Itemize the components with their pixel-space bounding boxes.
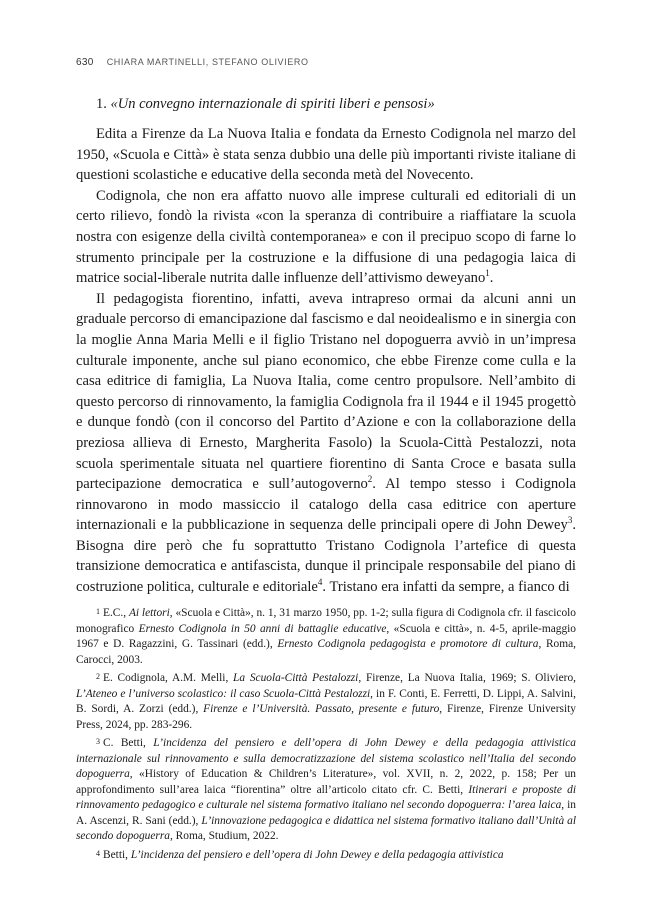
footnote-3-text: C. Betti, bbox=[103, 737, 154, 749]
footnote-3-text: , in A. Ascenzi, R. Sani (edd.), bbox=[76, 799, 576, 827]
body-text bbox=[76, 124, 576, 598]
footnote-1-text: , Roma, Carocci, 2003. bbox=[76, 638, 576, 666]
footnote-2 bbox=[76, 669, 576, 733]
paragraph-3 bbox=[76, 289, 576, 598]
footnote-1-number: 1 bbox=[96, 607, 100, 616]
paragraph-3-text-a: Il pedagogista fiorentino, infatti, aveva intrapreso ormai da alcuni anni un graduale percorso di emancipazione dal fascismo e dal neoidealismo e in sinergia con la moglie Anna Maria Melli e il figlio Tristano nel dopoguerra avviò in un’impresa culturale imponente, anche sul piano economico, che ebbe Firenze come culla e la casa editrice di famiglia, La Nuova Italia, come centro propulsore. Nell’ambito di questo percorso di rinnovamento, la famiglia Codignola fra il 1944 e il 1945 progettò e dunque fondò (con il concorso del Partito d’Azione e con la collaborazione della preziosa allieva di Ernesto, Margherita Fasolo) la Scuola-Città Pestalozzi, nota scuola sperimentale situata nel quartiere fiorentino di Santa Croce e basata sulla partecipazione democratica e sull’autogoverno bbox=[76, 290, 576, 493]
footnote-1-title: Ernesto Codignola in 50 anni di battaglie educative bbox=[138, 622, 387, 635]
footnote-3-title: Itinerari e proposte di rinnovamento pedagogico e culturale nel sistema formativo italiano nel secondo dopoguerra: l’area laica bbox=[76, 783, 576, 811]
footnote-3-text: , «History of Education & Children’s Literature», vol. XVII, n. 2, 2022, p. 158; Per un approfondimento sull’area laica “fiorentina” oltre all’articolo citato cfr. C. Betti, bbox=[76, 768, 576, 796]
footnote-2-title: La Scuola-Città Pestalozzi bbox=[233, 672, 359, 684]
footnote-1-text: , «Scuola e città», n. 4-5, aprile-maggio 1967 e D. Ragazzini, G. Tassinari (edd.), bbox=[76, 622, 577, 650]
footnote-2-title: Firenze e l’Università. Passato, presente e futuro bbox=[203, 703, 440, 715]
paragraph-3-text-d: . Tristano era infatti da sempre, a fianco di bbox=[322, 579, 570, 596]
footnote-1-title: Ernesto Codignola pedagogista e promotore di cultura bbox=[277, 638, 539, 650]
footnote-2-text: E. Codignola, A.M. Melli, bbox=[103, 672, 234, 684]
footnote-3-text: , Roma, Studium, 2022. bbox=[169, 830, 279, 842]
footnote-3-title: L’incidenza del pensiero e dell’opera di John Dewey e della pedagogia attivistica internazionale sul rinnovamento e sulla democratizzazione del sistema scolastico nell’Italia del secondo dopoguerra bbox=[76, 737, 576, 780]
section-number: 1. bbox=[96, 96, 107, 112]
footnote-2-text: , Firenze, Firenze University Press, 2024, pp. 283-296. bbox=[76, 703, 576, 731]
footnote-3 bbox=[76, 734, 576, 845]
paragraph-1: Edita a Firenze da La Nuova Italia e fondata da Ernesto Codignola nel marzo del 1950, «Scuola e Città» è stata senza dubbio una delle più importanti riviste italiane di questioni scolastiche e educative della seconda metà del Novecento. bbox=[76, 126, 576, 184]
paragraph-2-text: Codignola, che non era affatto nuovo alle imprese culturali ed editoriali di un certo rilievo, fondò la rivista «con la speranza di contribuire a riaffiatare la scuola nostra con esigenze della civiltà contemporanea» e con il precipuo scopo di farne lo strumento principale per la costruzione e la diffusione di una pedagogia laica di matrice social-liberale nutrita dalle influenze dell’attivismo deweyano bbox=[76, 187, 576, 287]
footnote-1 bbox=[76, 604, 576, 668]
footnote-ref-1[interactable]: 1 bbox=[485, 268, 490, 279]
footnote-3-title: L’innovazione pedagogica e didattica nel sistema formativo italiano dall’Unità al secondo dopoguerra bbox=[76, 814, 576, 842]
footnote-2-text: , in F. Conti, E. Ferretti, D. Lippi, A. Salvini, B. Sordi, A. Zorzi (edd.), bbox=[76, 687, 576, 715]
footnote-1-text: , «Scuola e Città», n. 1, 31 marzo 1950, pp. 1-2; sulla figura di Codignola cfr. il fascicolo monografico bbox=[76, 607, 576, 635]
paragraph-3-text-c: . Bisogna dire però che fu soprattutto Tristano Codignola l’artefice di questa transizione democratica e antifascista, dunque il principale responsabile del piano di costruzione politica, culturale e editoriale bbox=[76, 517, 576, 596]
footnote-ref-3[interactable]: 3 bbox=[567, 515, 573, 526]
running-head-authors: CHIARA MARTINELLI, STEFANO OLIVIERO bbox=[106, 57, 309, 67]
footnote-4-number: 4 bbox=[96, 848, 100, 858]
paragraph-2: Codignola, che non era affatto nuovo alle imprese culturali ed editoriali di un certo rilievo, fondò la rivista «con la speranza di contribuire a riaffiatare la scuola nostra con esigenze della civiltà contemporanea» e con il precipuo scopo di farne lo strumento principale per la costruzione e la diffusione di una pedagogia laica di matrice social-liberale nutrita dalle influenze dell’attivismo deweyano$^1$. bbox=[76, 187, 576, 287]
footnote-4-text: Betti, bbox=[103, 848, 131, 861]
footnote-4 bbox=[76, 846, 576, 864]
footnote-1-text: E.C., bbox=[103, 607, 129, 619]
footnote-1-title: Ai lettori bbox=[128, 607, 170, 619]
page-number: 630 bbox=[76, 57, 94, 68]
footnote-2-text: , Firenze, La Nuova Italia, 1969; S. Oliviero, bbox=[358, 672, 576, 684]
footnote-ref-4[interactable]: 4 bbox=[317, 577, 323, 588]
section-heading bbox=[96, 95, 576, 113]
footnote-2-title: L’Ateneo e l’universo scolastico: il caso Scuola-Città Pestalozzi bbox=[76, 687, 371, 700]
footnote-ref-2[interactable]: 2 bbox=[367, 474, 373, 485]
running-head bbox=[76, 57, 576, 68]
footnote-2-number: 2 bbox=[96, 672, 100, 681]
footnote-3-number: 3 bbox=[96, 737, 100, 746]
footnote-4-title: L’incidenza del pensiero e dell’opera di John Dewey e della pedagogia attivistica bbox=[130, 848, 504, 861]
footnotes bbox=[76, 604, 576, 863]
section-title: «Un convegno internazionale di spiriti liberi e pensosi» bbox=[110, 96, 435, 112]
paragraph-3-text-b: . Al tempo stesso i Codignola rinnovarono in modo massiccio il catalogo della casa editrice con aperture internazionali e la pubblicazione in sequenza delle principali opere di John Dewey bbox=[76, 476, 576, 534]
